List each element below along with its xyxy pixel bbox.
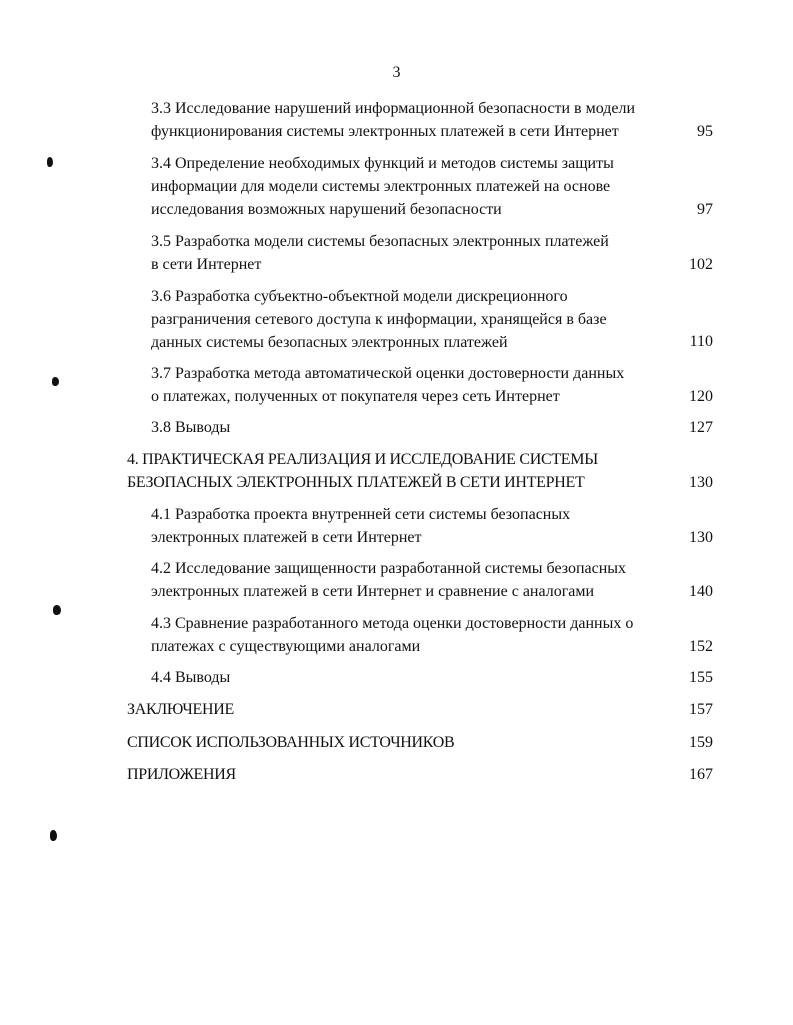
toc-entry-text: электронных платежей в сети Интернет: [151, 529, 422, 546]
toc-entry-3-5: [151, 230, 661, 276]
toc-entry-text: БЕЗОПАСНЫХ ЭЛЕКТРОННЫХ ПЛАТЕЖЕЙ В СЕТИ ИНТЕРНЕТ: [127, 474, 585, 491]
toc-entry-3-8: [151, 416, 661, 439]
toc-page-number: 127: [689, 419, 713, 436]
toc-appendices: [127, 763, 667, 786]
toc-page-number: 110: [689, 333, 713, 350]
toc-page-number: 120: [689, 388, 713, 405]
toc-page-number: 95: [697, 123, 713, 140]
toc-entry-text: электронных платежей в сети Интернет и сравнение с аналогами: [151, 583, 595, 600]
scan-mark: [52, 377, 59, 386]
toc-entry-3-3: [151, 97, 666, 143]
toc-entry-text: разграничения сетевого доступа к информации, хранящейся в базе: [151, 311, 607, 328]
scan-mark: [50, 830, 57, 841]
toc-entry-4-3: [151, 612, 666, 658]
page-number: 3: [392, 64, 401, 81]
toc-entry-4-2: [151, 557, 666, 603]
toc-entry-text: 3.8 Выводы: [151, 419, 231, 436]
toc-conclusion: [127, 698, 667, 721]
toc-entry-text: в сети Интернет: [151, 256, 262, 273]
toc-page-number: 130: [689, 474, 713, 491]
toc-entry-text: 4.4 Выводы: [151, 669, 231, 686]
toc-entry-3-7: [151, 362, 666, 408]
toc-entry-text: 3.7 Разработка метода автоматической оценки достоверности данных: [151, 365, 625, 382]
toc-entry-text: 3.5 Разработка модели системы безопасных электронных платежей: [151, 233, 609, 250]
toc-entry-text: информации для модели системы электронных платежей на основе: [151, 178, 611, 195]
toc-references: [127, 731, 667, 754]
toc-page-number: 102: [689, 256, 713, 273]
toc-entry-text: 3.6 Разработка субъектно-объектной модели дискреционного: [151, 288, 568, 305]
toc-entry-text: 4.1 Разработка проекта внутренней сети системы безопасных: [151, 506, 571, 523]
toc-page-number: 130: [689, 529, 713, 546]
toc-entry-4-4: [151, 666, 661, 689]
toc-entry-text: данных системы безопасных электронных платежей: [151, 334, 508, 351]
scan-mark: [53, 605, 61, 615]
toc-page-number: 159: [689, 734, 713, 751]
toc-entry-text: ЗАКЛЮЧЕНИЕ: [127, 701, 234, 718]
scan-mark: [47, 157, 53, 167]
toc-entry-text: 4. ПРАКТИЧЕСКАЯ РЕАЛИЗАЦИЯ И ИССЛЕДОВАНИЕ СИСТЕМЫ: [127, 451, 598, 468]
toc-entry-3-6: [151, 285, 661, 354]
toc-entry-3-4: [151, 152, 661, 221]
toc-chapter-4: [127, 448, 667, 494]
toc-entry-text: СПИСОК ИСПОЛЬЗОВАННЫХ ИСТОЧНИКОВ: [127, 734, 455, 751]
toc-entry-text: 4.2 Исследование защищенности разработанной системы безопасных: [151, 560, 627, 577]
toc-entry-text: ПРИЛОЖЕНИЯ: [127, 766, 236, 783]
toc-page-number: 155: [689, 669, 713, 686]
toc-page-number: 167: [689, 766, 713, 783]
toc-entry-text: функционирования системы электронных платежей в сети Интернет: [151, 123, 619, 140]
toc-entry-text: о платежах, полученных от покупателя через сеть Интернет: [151, 388, 560, 405]
toc-entry-text: платежах с существующими аналогами: [151, 638, 421, 655]
toc-entry-text: 3.4 Определение необходимых функций и методов системы защиты: [151, 155, 614, 172]
toc-entry-text: 3.3 Исследование нарушений информационной безопасности в модели: [151, 100, 636, 117]
toc-page-number: 97: [697, 201, 713, 218]
toc-page-number: 152: [689, 638, 713, 655]
toc-entry-4-1: [151, 503, 661, 549]
toc-page-number: 140: [689, 583, 713, 600]
toc-page-number: 157: [689, 701, 713, 718]
toc-entry-text: 4.3 Сравнение разработанного метода оценки достоверности данных о: [151, 615, 634, 632]
toc-entry-text: исследования возможных нарушений безопасности: [151, 201, 502, 218]
